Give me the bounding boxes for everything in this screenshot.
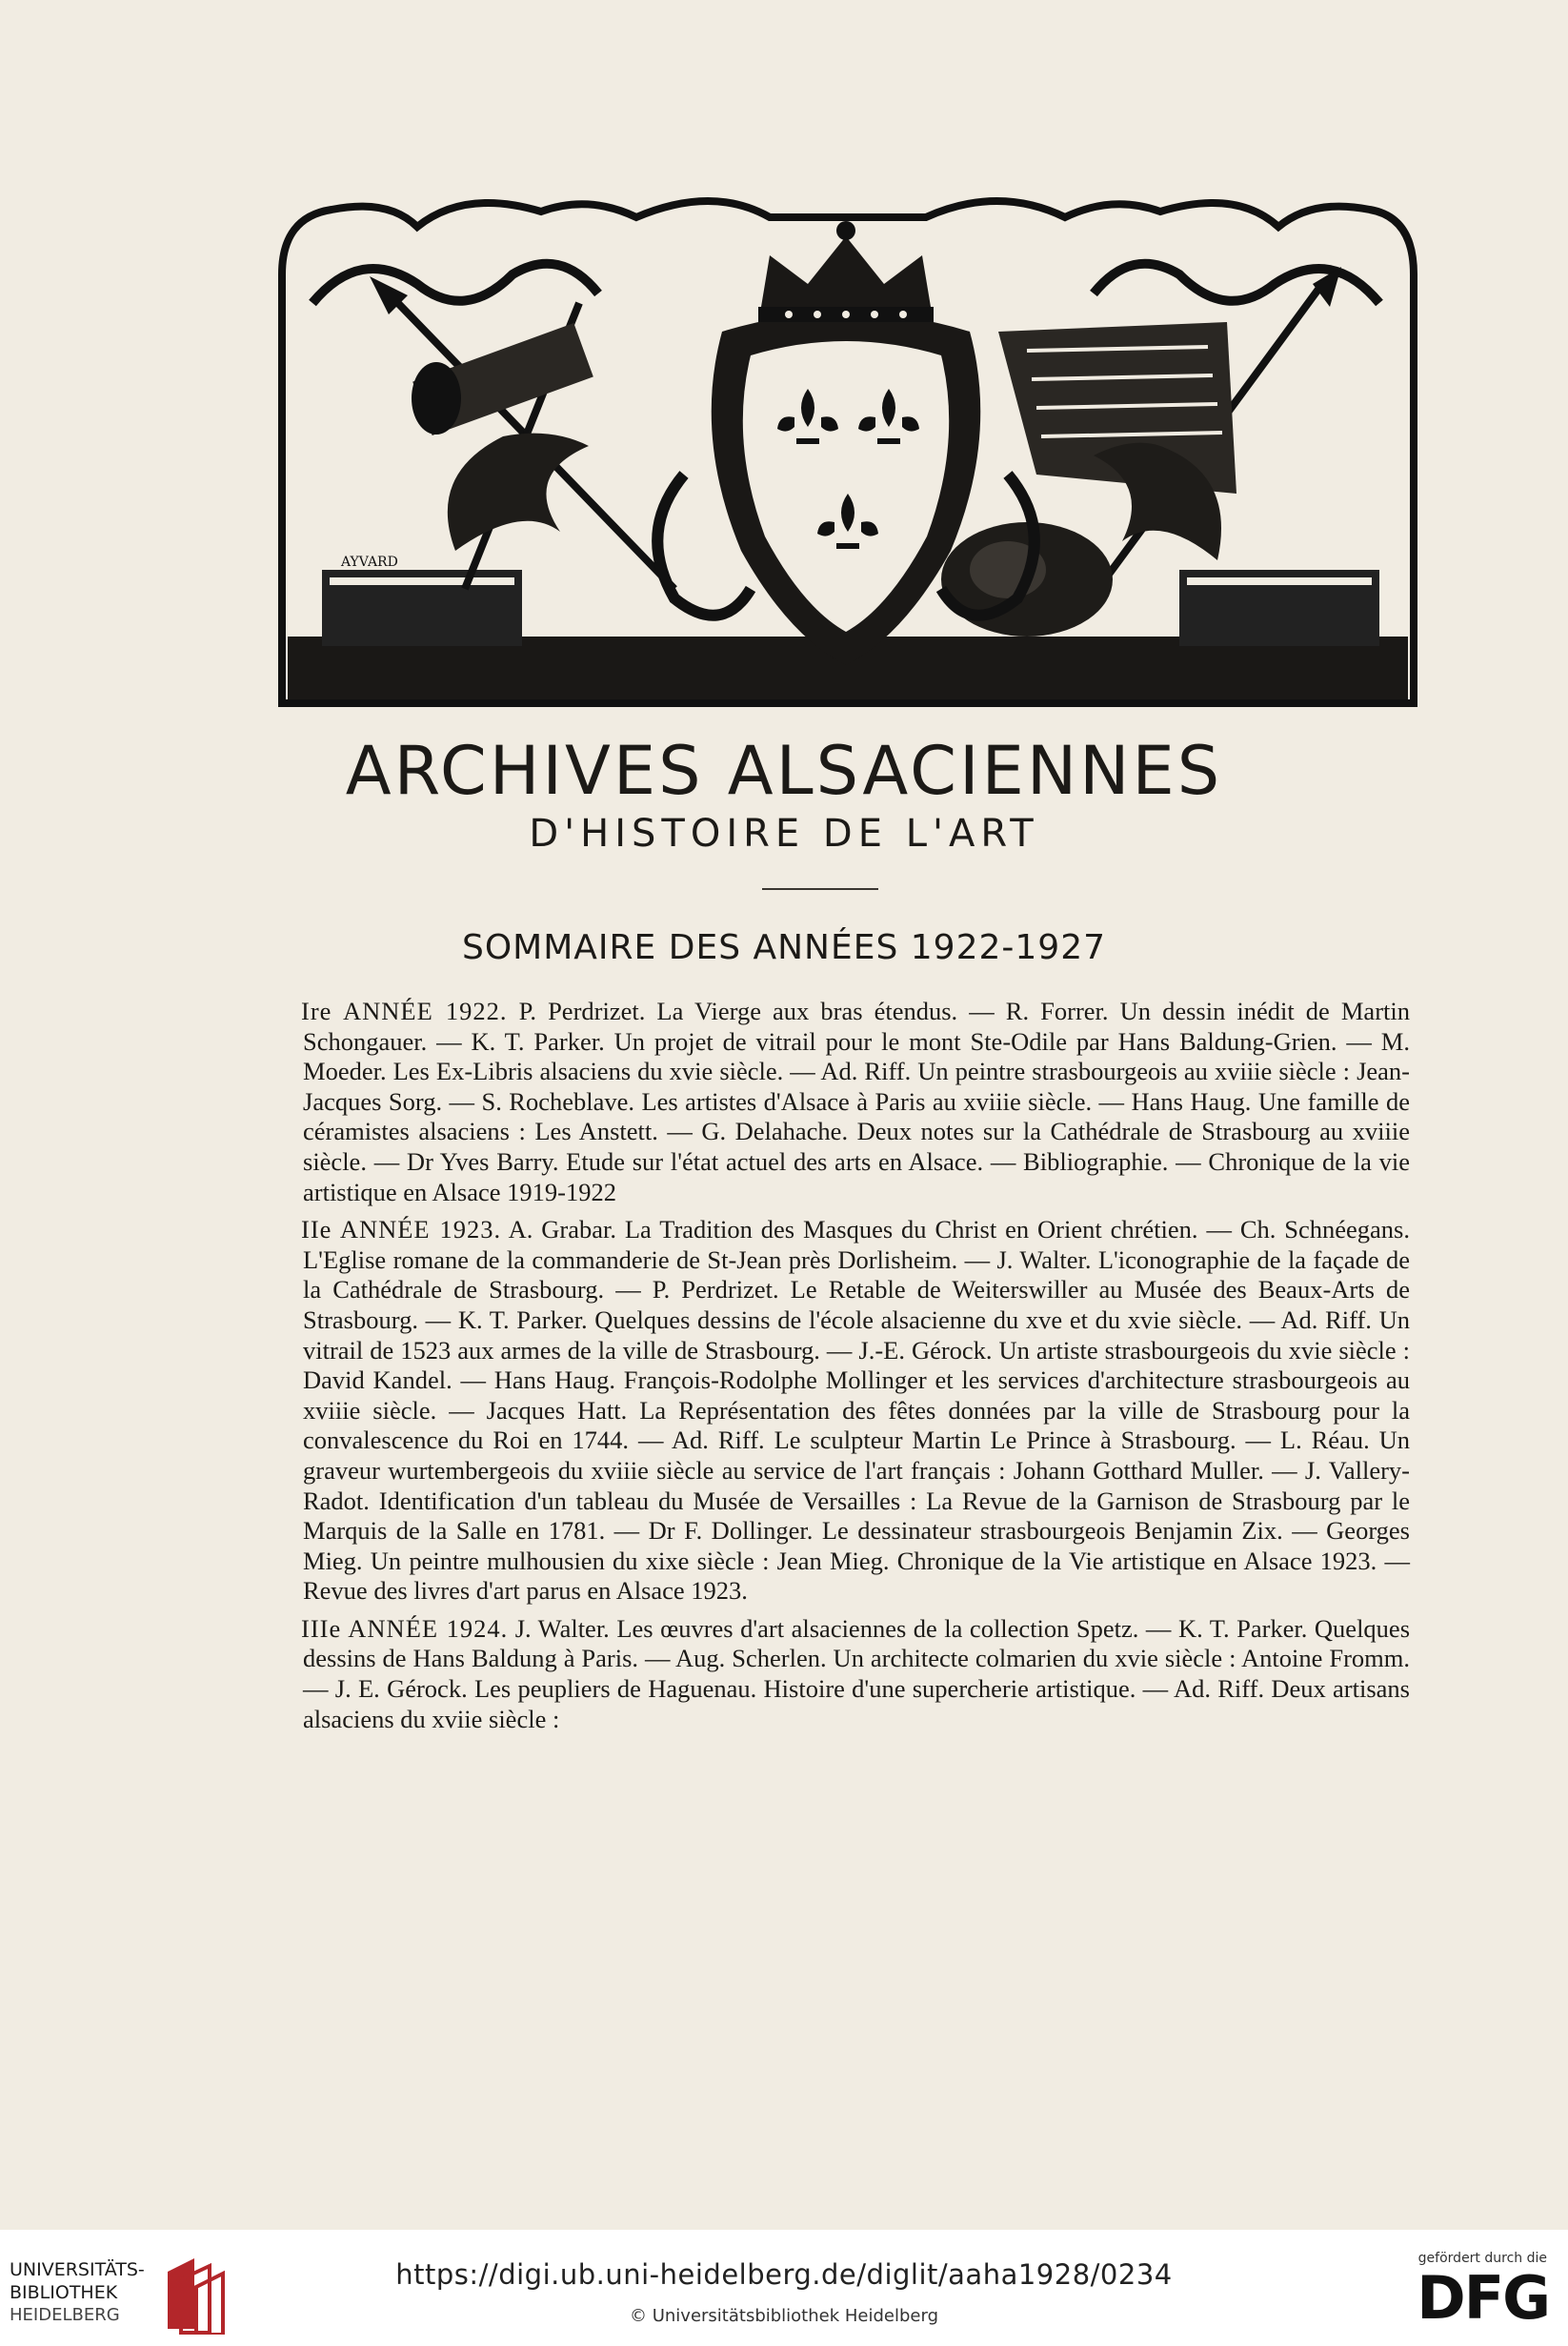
table-of-contents (303, 997, 1410, 1742)
vignette-illustration (274, 189, 1421, 711)
section-title: SOMMAIRE DES ANNÉES 1922-1927 (461, 928, 1106, 967)
entry-contents: A. Grabar. La Tradition des Masques du Christ en Orient chrétien. — Ch. Schnéegans. L'Eglise romane de la commanderie de St-Jean près Dorlisheim. — J. Walter. L'iconographie de la façade de la Cathédrale de Strasbourg. — P. Perdrizet. Le Retable de Weiterswiller au Musée des Beaux-Arts de Strasbourg. — K. T. Parker. Quelques dessins de l'école alsacienne du xve et du xvie siècle. — Ad. Riff. Un vitrail de 1523 aux armes de la ville de Strasbourg. — J.-E. Gérock. Un artiste strasbourgeois du xvie siècle : David Kandel. — Hans Haug. François-Rodolphe Mollinger et les services d'architecture strasbourgeois au xviiie siècle. — Jacques Hatt. La Représentation des fêtes données par la ville de Strasbourg pour la convalescence du Roi en 1744. — Ad. Riff. Le sculpteur Martin Le Prince à Strasbourg. — L. Réau. Un graveur wurtembergeois du xviiie siècle au service de l'art français : Johann Gotthard Muller. — J. Vallery-Radot. Identification d'un tableau du Musée de Versailles : La Revue de la Garnison de Strasbourg par le Marquis de la Salle en 1781. — Dr F. Dollinger. Le dessinateur strasbourgeois Benjamin Zix. — Georges Mieg. Un peintre mulhousien du xixe siècle : Jean Mieg. Chronique de la Vie artistique en Alsace 1923. — Revue des livres d'art parus en Alsace 1923. (303, 1215, 1410, 1606)
entry-contents: P. Perdrizet. La Vierge aux bras étendus. — R. Forrer. Un dessin inédit de Martin Schongauer. — K. T. Parker. Un projet de vitrail pour le mont Ste-Odile par Hans Baldung-Grien. — M. Moeder. Les Ex-Libris alsaciens du xvie siècle. — Ad. Riff. Un peintre strasbourgeois au xviiie siècle : Jean-Jacques Sorg. — S. Rocheblave. Les artistes d'Alsace à Paris au xviiie siècle. — Hans Haug. Une famille de céramistes alsaciens : Les Anstett. — G. Delahache. Deux notes sur la Cathédrale de Strasbourg au xviiie siècle. — Dr Yves Barry. Etude sur l'état actuel des arts en Alsace. — Bibliographie. — Chronique de la vie artistique en Alsace 1919-1922 (303, 997, 1410, 1206)
vignette-signature: AYVARD (341, 555, 398, 570)
funding-note: gefördert durch die (1417, 2251, 1547, 2266)
viewer-footer (0, 2230, 1568, 2346)
engraved-vignette (274, 189, 1421, 711)
entry-contents: J. Walter. Les œuvres d'art alsaciennes de la collection Spetz. — K. T. Parker. Quelques dessins de Hans Baldung à Paris. — Aug. Scherlen. Un architecte colmarien du xvie siècle : Antoine Fromm. — J. E. Gérock. Les peupliers de Haguenau. Histoire d'une supercherie artistique. — Ad. Riff. Deux artisans alsaciens du xviie siècle : (303, 1613, 1411, 1733)
entry-year-label: IIIe ANNÉE 1924. (301, 1613, 509, 1643)
library-line-3: HEIDELBERG (10, 2305, 120, 2325)
journal-subtitle: D'HISTOIRE DE L'ART (529, 812, 1039, 856)
title-divider (762, 888, 878, 890)
toc-entry-1924 (303, 1614, 1410, 1734)
library-line-1: UNIVERSITÄTS- (10, 2259, 145, 2280)
entry-year-label: IIe ANNÉE 1923. (301, 1215, 502, 1244)
copyright-notice: © Universitätsbibliothek Heidelberg (629, 2306, 938, 2326)
library-line-2: BIBLIOTHEK (10, 2282, 118, 2303)
toc-entry-1922 (303, 997, 1410, 1207)
entry-year-label: Ire ANNÉE 1922. (301, 997, 508, 1025)
dfg-logo[interactable]: DFG (1417, 2263, 1549, 2333)
permalink-url[interactable]: https://digi.ub.uni-heidelberg.de/diglit/aaha1928/0234 (395, 2258, 1173, 2291)
toc-entry-1923 (303, 1215, 1410, 1607)
journal-title: ARCHIVES ALSACIENNES (345, 732, 1223, 810)
